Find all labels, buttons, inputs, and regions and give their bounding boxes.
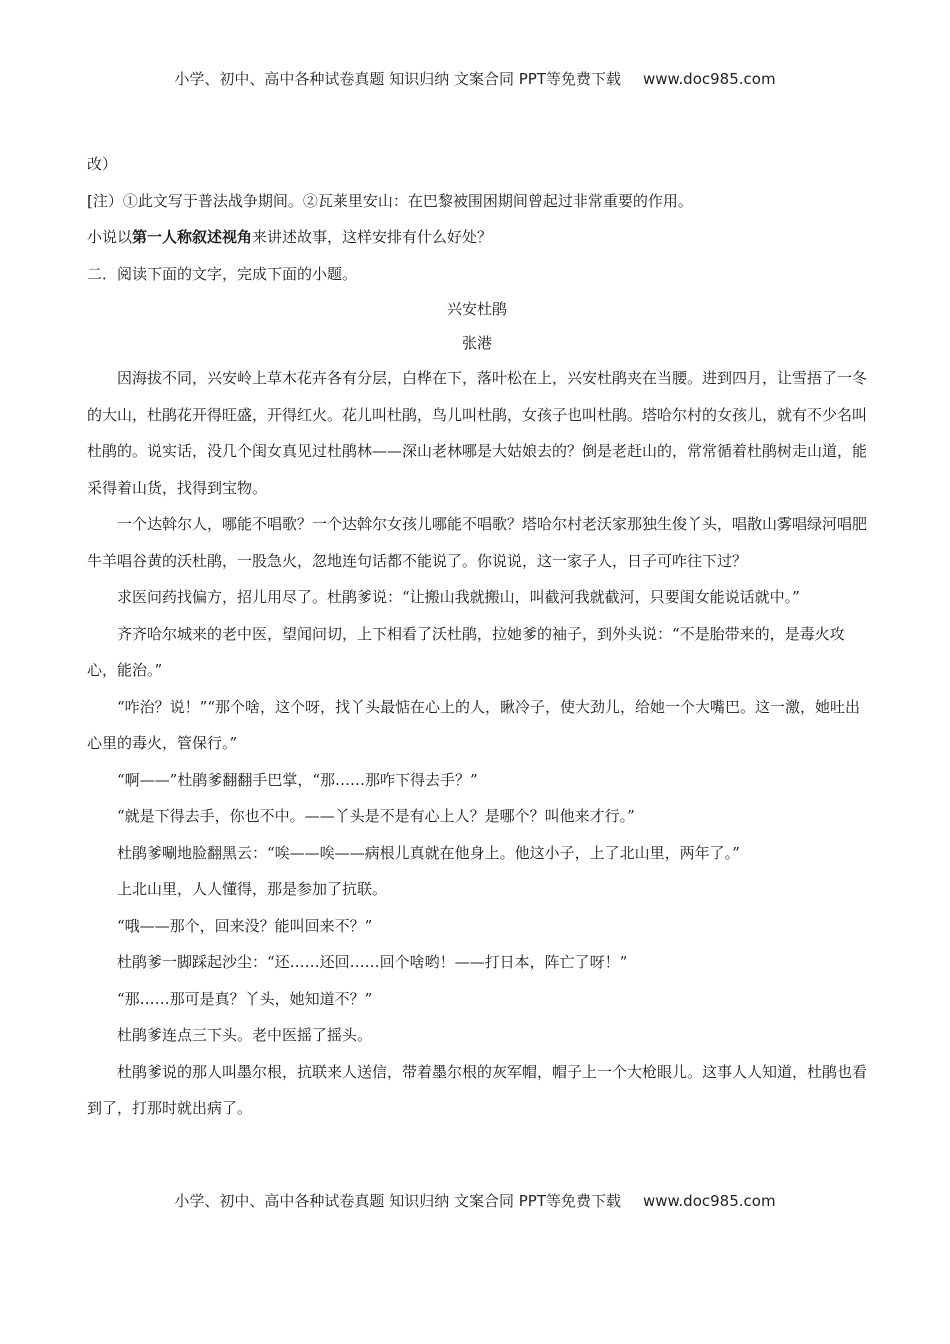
story-paragraph: 上北山里，人人懂得，那是参加了抗联。 [117, 880, 388, 898]
story-paragraph: “啊——”杜鹃爹翻翻手巴掌，“那……那咋下得去手？” [117, 770, 478, 789]
header-site-link[interactable]: www.doc985.com [642, 70, 776, 88]
section-two-heading: 二．阅读下面的文字，完成下面的小题。 [87, 264, 358, 283]
story-paragraph: 杜鹃爹连点三下头。老中医摇了摇头。 [117, 1026, 373, 1044]
question-prefix: 小说以 [87, 228, 133, 246]
story-paragraph: 因海拔不同，兴安岭上草木花卉各有分层，白桦在下，落叶松在上，兴安杜鹃夹在当腰。进到四月，让雪捂了一冬的大山，杜鹃花开得旺盛，开得红火。花儿叫杜鹃，鸟儿叫杜鹃，女孩子也叫杜鹃。塔哈尔村的女孩儿，就有不少名叫杜鹃的。说实话，没几个闺女真见过杜鹃林——深山老林哪是大姑娘去的？倒是老赶山的，常常循着杜鹃树走山道，能采得着山货，找得到宝物。 [87, 369, 868, 497]
story-paragraph: 杜鹃爹唰地脸翻黑云：“唉——唉——病根儿真就在他身上。他这小子，上了北山里，两年了。” [117, 843, 740, 862]
question-suffix: 来讲述故事，这样安排有什么好处？ [252, 228, 493, 246]
question-line [87, 219, 867, 256]
story-paragraph: 杜鹃爹一脚踩起沙尘：“还……还回……回个啥哟！——打日本，阵亡了呀！” [117, 953, 628, 971]
story-paragraph: 求医问药找偏方，招儿用尽了。杜鹃爹说：“让搬山我就搬山，叫截河我就截河，只要闺女能说话就中。” [117, 588, 800, 606]
story-title: 兴安杜鹃 [446, 300, 507, 318]
header-text: 小学、初中、高中各种试卷真题 知识归纳 文案合同 PPT等免费下载 [174, 70, 621, 88]
story-paragraph: 杜鹃爹说的那人叫墨尔根，抗联来人送信，带着墨尔根的灰军帽，帽子上一个大枪眼儿。这事人人知道，杜鹃也看到了，打那时就出病了。 [87, 1062, 868, 1117]
page-header-banner [0, 68, 950, 89]
continuation-line: 改） [87, 155, 118, 173]
story-author: 张港 [461, 334, 492, 352]
story-paragraph: “就是下得去手，你也不中。——丫头是不是有心上人？是哪个？叫他来才行。” [117, 807, 635, 825]
document-body [87, 146, 867, 1127]
annotation-note: [注）①此文写于普法战争期间。②瓦莱里安山：在巴黎被围困期间曾起过非常重要的作用。 [87, 191, 693, 210]
footer-site-link[interactable]: www.doc985.com [642, 1192, 776, 1210]
story-paragraph: 一个达斡尔人，哪能不唱歌？一个达斡尔女孩儿哪能不唱歌？塔哈尔村老沃家那独生俊丫头，唱散山雾唱绿河唱肥牛羊唱谷黄的沃杜鹃，一股急火，忽地连句话都不能说了。你说说，这一家子人，日子可咋往下过？ [87, 515, 868, 570]
question-emphasis: 第一人称叙述视角 [132, 228, 253, 246]
story-paragraph: “哦——那个，回来没？能叫回来不？” [117, 916, 373, 935]
story-paragraph: “咋治？说！”“那个啥，这个呀，找丫头最惦在心上的人，瞅冷子，使大劲儿，给她一个大嘴巴。这一激，她吐出心里的毒火，管保行。” [87, 697, 861, 752]
story-paragraph: 齐齐哈尔城来的老中医，望闻问切，上下相看了沃杜鹃，拉她爹的袖子，到外头说：“不是胎带来的，是毒火攻心，能治。” [87, 624, 845, 679]
footer-text: 小学、初中、高中各种试卷真题 知识归纳 文案合同 PPT等免费下载 [174, 1192, 621, 1210]
page-footer-banner [0, 1190, 950, 1211]
story-paragraph: “那……那可是真？丫头，她知道不？” [117, 989, 373, 1008]
